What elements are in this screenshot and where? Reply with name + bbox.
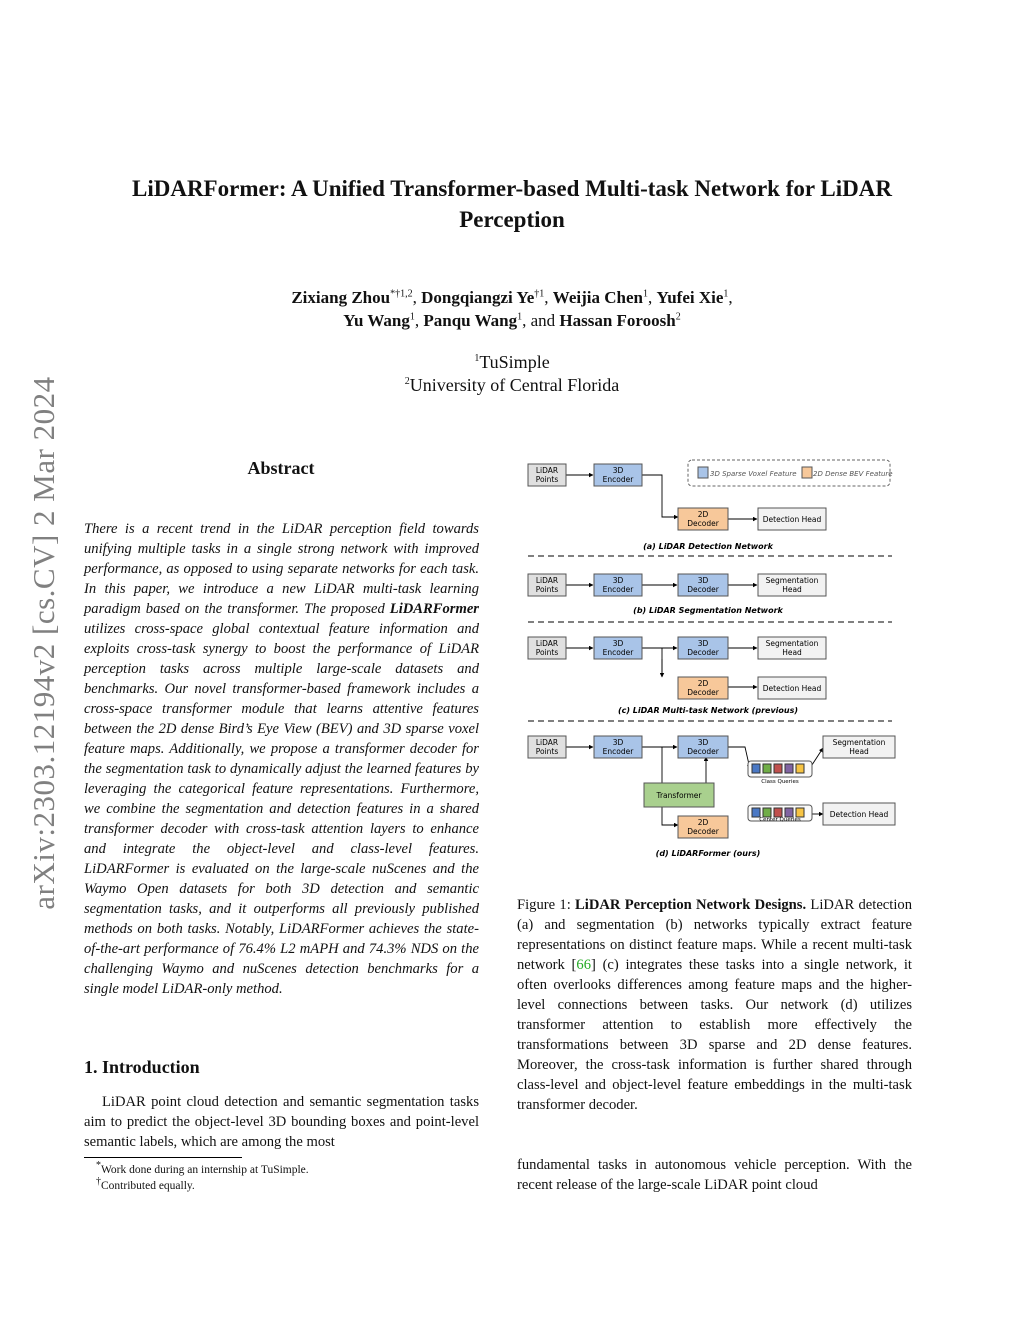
footnotes (96, 1162, 476, 1194)
box-label: 2D (697, 818, 709, 827)
author-sep: , (412, 288, 422, 307)
abstract-text: utilizes cross-space global contextual feature information and exploits cross-task synergy to boost the performance of LiDAR perception tasks across multiple large-scale datasets and benchmarks. Our novel transformer-based framework includes a cross-space transformer module that learns attentive features between the 2D dense Bird’s Eye View (BEV) and 3D sparse voxel feature maps. Additionally, we propose a transformer decoder for the segmentation task to dynamically adjust the learned features by leveraging the categorical feature representations. Furthermore, we combine the segmentation and detection features in a shared transformer decoder with cross-task attention layers to enhance and integrate the object-level and class-level features. LiDARFormer is evaluated on the large-scale nuScenes and the Waymo Open datasets for both 3D detection and semantic segmentation tasks, and it outperforms all previously published methods on both tasks. Notably, LiDARFormer achieves the state-of-the-art performance of 76.4% L2 mAPH and 74.3% NDS on the challenging Waymo and nuScenes detection benchmarks for a single model LiDAR-only method. (84, 621, 479, 997)
subcaption-a: (a) LiDAR Detection Network (643, 542, 773, 551)
affiliation-sup: 1 (474, 353, 480, 364)
author-name: Weijia Chen (552, 288, 643, 307)
abstract-heading: Abstract (247, 458, 315, 478)
author-name: Yufei Xie (656, 288, 724, 307)
box-label: Points (535, 585, 559, 594)
caption-label: Figure 1: (517, 897, 571, 913)
class-queries-label: Class Queries (761, 779, 799, 785)
author-name: Panqu Wang (423, 311, 518, 330)
author-affil: 1 (723, 288, 729, 300)
caption-title: LiDAR Perception Network Designs. (575, 897, 807, 913)
box-label: Segmentation (765, 639, 819, 648)
abstract-body (84, 519, 479, 999)
box-label: LiDAR (535, 576, 559, 585)
box-label: Encoder (602, 475, 634, 484)
query-token (763, 764, 771, 773)
query-token (796, 808, 804, 817)
box-label: Head (782, 648, 802, 657)
diagram-d (528, 736, 895, 858)
author-sep: , (728, 288, 733, 307)
query-token (752, 808, 760, 817)
diagram-c (528, 637, 826, 715)
query-token (774, 764, 782, 773)
box-label: LiDAR (535, 738, 559, 747)
author-sep: , (414, 311, 424, 330)
box-label: Head (849, 747, 869, 756)
author-line-2 (150, 309, 874, 332)
box-label: 3D (612, 639, 624, 648)
query-token (785, 764, 793, 773)
author-affil: 1 (517, 311, 523, 323)
box-label: Points (535, 648, 559, 657)
author-affil: 1 (409, 311, 415, 323)
affiliation-name: University of Central Florida (409, 375, 620, 395)
box-label: Encoder (602, 648, 634, 657)
author-name: Yu Wang (343, 311, 410, 330)
query-token (752, 764, 760, 773)
footnote-text: Work done during an internship at TuSimple. (101, 1164, 309, 1176)
author-sep: , and (522, 311, 560, 330)
arxiv-stamp (20, 357, 68, 929)
subcaption-b: (b) LiDAR Segmentation Network (633, 606, 783, 615)
author-affil: †1 (534, 288, 545, 300)
title-line-2: Perception (459, 207, 565, 232)
footnote-2 (96, 1178, 476, 1194)
box-label: Encoder (602, 747, 634, 756)
query-token (796, 764, 804, 773)
box-label: 2D (697, 510, 709, 519)
footnote-mark: † (96, 1176, 101, 1188)
center-queries (748, 805, 812, 823)
box-label: Head (782, 585, 802, 594)
box-label: Points (535, 475, 559, 484)
intro-body: LiDAR point cloud detection and semantic segmentation tasks aim to predict the object-level 3D bounding boxes and point-level semantic labels, which are among the most (84, 1094, 479, 1150)
caption-text: LiDAR detection (a) and segmentation (b) networks typically extract feature representations on distinct feature maps. While a recent multi-task network [ (517, 897, 912, 973)
box-label: Points (535, 747, 559, 756)
footnote-mark: * (96, 1160, 101, 1172)
abstract-method-name: LiDARFormer (389, 601, 479, 617)
subcaption-c: (c) LiDAR Multi-task Network (previous) (617, 706, 799, 715)
footnote-rule (84, 1157, 242, 1158)
intro-heading: 1. Introduction (84, 1057, 200, 1077)
abstract-text: There is a recent trend in the LiDAR perception field towards unifying multiple tasks in a single strong network with improved performance, as opposed to using separate networks for each task. In this paper, we introduce a new LiDAR multi-task learning paradigm based on the transformer. The proposed (84, 521, 479, 617)
box-label: LiDAR (535, 466, 559, 475)
author-name: Zixiang Zhou (291, 288, 391, 307)
box-label: 3D (612, 466, 624, 475)
author-affil: 2 (675, 311, 681, 323)
legend-dense-swatch (802, 467, 812, 478)
affiliation-name: TuSimple (479, 352, 550, 372)
citation-link[interactable]: 66 (576, 957, 591, 973)
legend-sparse-label: 3D Sparse Voxel Feature (710, 470, 797, 478)
class-queries (748, 761, 812, 785)
box-label: LiDAR (535, 639, 559, 648)
box-label: 2D (697, 679, 709, 688)
box-label: 3D (697, 576, 709, 585)
box-label: Decoder (687, 688, 719, 697)
center-queries-label: Center Queries (759, 817, 801, 823)
arxiv-stamp-text: arXiv:2303.12194v2 [cs.CV] 2 Mar 2024 (26, 376, 61, 910)
figure-1-diagram (520, 455, 900, 865)
box-label: Encoder (602, 585, 634, 594)
box-label: Segmentation (832, 738, 886, 747)
box-label: Decoder (687, 827, 719, 836)
box-label: 3D (697, 738, 709, 747)
author-affil: *†1,2 (390, 288, 413, 300)
box-label: Transformer (656, 791, 702, 800)
legend-dense-label: 2D Dense BEV Feature (813, 470, 893, 478)
title-line-1: LiDARFormer: A Unified Transformer-based Multi-task Network for LiDAR (132, 176, 892, 201)
box-label: Detection Head (762, 515, 822, 524)
query-token (774, 808, 782, 817)
author-affil: 1 (643, 288, 648, 300)
column-2-body: fundamental tasks in autonomous vehicle perception. With the recent release of the large-scale LiDAR point cloud (517, 1157, 912, 1193)
query-token (763, 808, 771, 817)
box-label: 3D (612, 738, 624, 747)
affiliations (300, 351, 724, 397)
affiliation-1 (300, 351, 724, 374)
affiliation-2 (300, 374, 724, 397)
box-label: 3D (697, 639, 709, 648)
box-label: Decoder (687, 747, 719, 756)
legend-sparse-swatch (698, 467, 708, 478)
author-line-1 (150, 286, 874, 309)
box-label: Segmentation (765, 576, 819, 585)
diagram-b (528, 574, 826, 615)
author-name: Dongqiangzi Ye (421, 288, 535, 307)
footnote-text: Contributed equally. (101, 1180, 195, 1192)
figure-1-caption (517, 895, 912, 1115)
box-label: 3D (612, 576, 624, 585)
box-label: Detection Head (829, 810, 889, 819)
affiliation-sup: 2 (404, 376, 410, 387)
author-sep: , (648, 288, 657, 307)
paper-title (70, 173, 954, 235)
box-label: Decoder (687, 519, 719, 528)
box-label: Detection Head (762, 684, 822, 693)
query-token (785, 808, 793, 817)
box-label: Decoder (687, 648, 719, 657)
subcaption-d: (d) LiDARFormer (ours) (655, 849, 761, 858)
box-label: Decoder (687, 585, 719, 594)
author-sep: , (544, 288, 553, 307)
caption-text: ] (c) integrates these tasks into a single network, it often overlooks differences among feature maps and the higher-level connections between tasks. Our network (d) utilizes transformer attention to establish more effectively the transformations between 3D sparse and 2D dense features. Moreover, the cross-task information is further shared through class-level and object-level feature embeddings in the multi-task transformer decoder. (517, 957, 912, 1113)
author-name: Hassan Foroosh (559, 311, 676, 330)
author-list (150, 286, 874, 332)
footnote-1 (96, 1162, 476, 1178)
